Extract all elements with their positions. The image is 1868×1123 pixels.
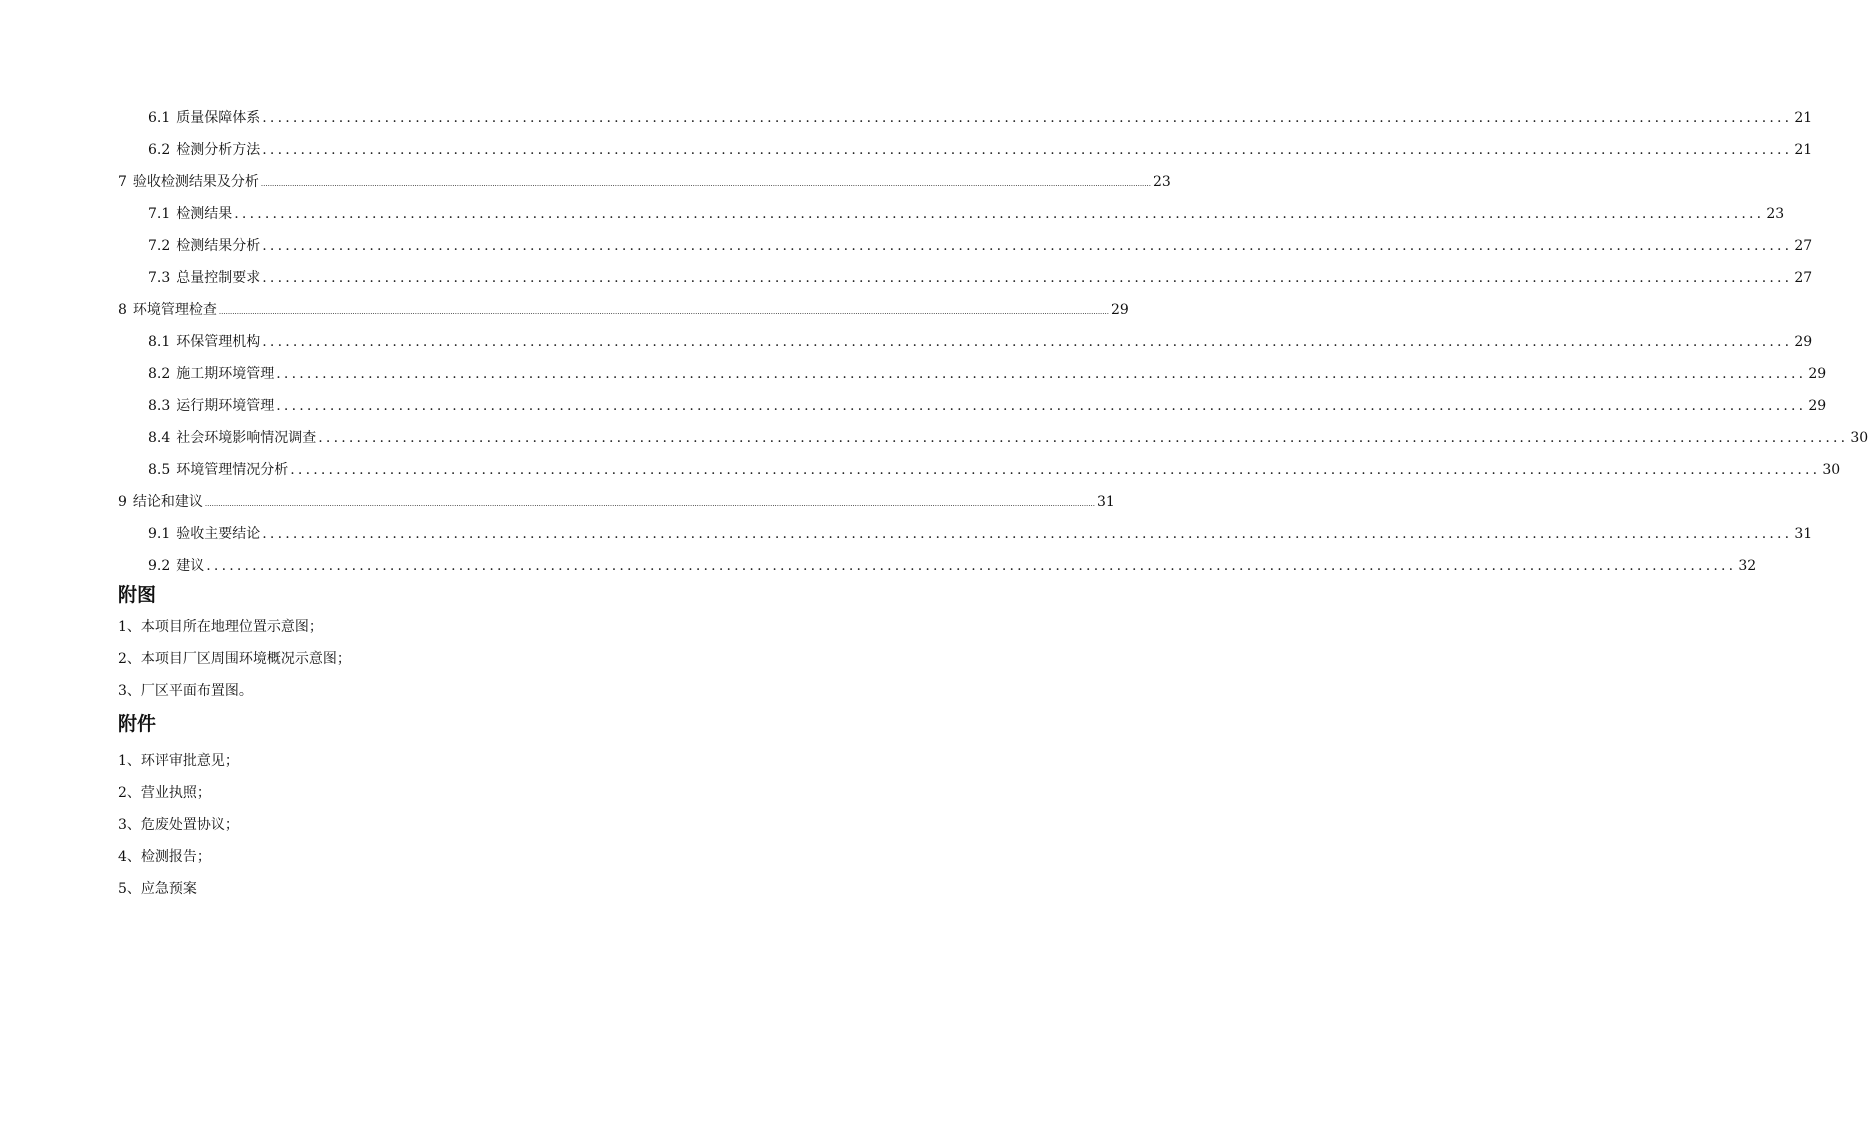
toc-leader-dots: ........................................................................................................................................................................................................ bbox=[290, 462, 1821, 478]
toc-leader-dots: ................................................................................................................................................................................................................................................................................................................................................................................................................ bbox=[218, 308, 1109, 316]
attachment-item-5: 5、应急预案 bbox=[118, 881, 197, 897]
toc-entry-number: 7.2 bbox=[148, 238, 171, 254]
toc-entry-title: 社会环境影响情况调查 bbox=[176, 430, 317, 446]
toc-leader-dots: ........................................................................................................................................................................................................ bbox=[262, 238, 1793, 254]
toc-entry-title: 环境管理检查 bbox=[132, 302, 217, 318]
toc-entry-page: 27 bbox=[1794, 238, 1813, 254]
toc-entry-number: 9.1 bbox=[148, 526, 171, 542]
toc-entry[interactable] bbox=[0, 263, 1813, 287]
toc-entry-title: 结论和建议 bbox=[132, 494, 203, 510]
toc-entry-title: 环保管理机构 bbox=[176, 334, 261, 350]
toc-entry-label bbox=[148, 141, 260, 159]
toc-entry[interactable] bbox=[0, 455, 1841, 479]
figures-heading: 附图 bbox=[118, 584, 157, 606]
toc-entry-page: 31 bbox=[1096, 494, 1115, 510]
toc-entry-number: 6.2 bbox=[148, 142, 171, 158]
toc-leader-dots: ........................................................................................................................................................................................................ bbox=[262, 270, 1793, 286]
toc-entry-title: 环境管理情况分析 bbox=[176, 462, 289, 478]
attachment-item-3: 3、危废处置协议； bbox=[118, 817, 239, 833]
toc-entry[interactable] bbox=[0, 551, 1757, 575]
toc-entry[interactable] bbox=[0, 519, 1813, 543]
figure-item-3: 3、厂区平面布置图。 bbox=[118, 683, 253, 699]
toc-entry[interactable] bbox=[0, 295, 1129, 319]
toc-entry-page: 29 bbox=[1808, 366, 1827, 382]
toc-entry-number: 8 bbox=[118, 302, 127, 318]
toc-entry[interactable] bbox=[0, 135, 1813, 159]
toc-entry-title: 建议 bbox=[176, 558, 205, 574]
toc-leader-dots: ........................................................................................................................................................................................................ bbox=[318, 430, 1849, 446]
toc-entry-page: 29 bbox=[1110, 302, 1129, 318]
toc-leader-dots: ........................................................................................................................................................................................................ bbox=[262, 334, 1793, 350]
toc-entry[interactable] bbox=[0, 103, 1813, 127]
toc-entry-label bbox=[148, 365, 274, 383]
toc-entry-label bbox=[148, 525, 260, 543]
toc-entry[interactable] bbox=[0, 231, 1813, 255]
toc-entry-title: 验收主要结论 bbox=[176, 526, 261, 542]
toc-entry-number: 8.3 bbox=[148, 398, 171, 414]
figure-item-1: 1、本项目所在地理位置示意图； bbox=[118, 619, 323, 635]
toc-entry-number: 8.1 bbox=[148, 334, 171, 350]
toc-entry-page: 27 bbox=[1794, 270, 1813, 286]
toc-entry-page: 21 bbox=[1794, 110, 1813, 126]
toc-entry[interactable] bbox=[0, 327, 1813, 351]
toc-entry[interactable] bbox=[0, 199, 1785, 223]
toc-entry-label bbox=[148, 333, 260, 351]
toc-entry-label bbox=[148, 429, 316, 447]
toc-leader-dots: ................................................................................................................................................................................................................................................................................................................................................................................................................ bbox=[260, 180, 1151, 188]
attachments-heading: 附件 bbox=[118, 713, 157, 735]
toc-entry-page: 31 bbox=[1794, 526, 1813, 542]
toc-entry-label bbox=[118, 493, 203, 511]
attachment-item-1: 1、环评审批意见； bbox=[118, 753, 239, 769]
toc-entry-title: 检测结果 bbox=[176, 206, 233, 222]
toc-leader-dots: ................................................................................................................................................................................................................................................................................................................................................................................................................ bbox=[204, 500, 1095, 508]
toc-entry-label bbox=[118, 301, 217, 319]
toc-entry-number: 9 bbox=[118, 494, 127, 510]
toc-entry-label bbox=[148, 557, 204, 575]
toc-entry-page: 21 bbox=[1794, 142, 1813, 158]
toc-entry-page: 30 bbox=[1822, 462, 1841, 478]
toc-leader-dots: ........................................................................................................................................................................................................ bbox=[262, 142, 1793, 158]
toc-entry[interactable] bbox=[0, 359, 1827, 383]
toc-entry-title: 检测分析方法 bbox=[176, 142, 261, 158]
attachment-item-2: 2、营业执照； bbox=[118, 785, 211, 801]
toc-leader-dots: ........................................................................................................................................................................................................ bbox=[262, 110, 1793, 126]
toc-entry-label bbox=[118, 173, 259, 191]
toc-entry-number: 7 bbox=[118, 174, 127, 190]
toc-leader-dots: ........................................................................................................................................................................................................ bbox=[276, 398, 1807, 414]
toc-entry-number: 8.4 bbox=[148, 430, 171, 446]
toc-entry-number: 6.1 bbox=[148, 110, 171, 126]
figure-item-2: 2、本项目厂区周围环境概况示意图； bbox=[118, 651, 351, 667]
toc-entry-number: 9.2 bbox=[148, 558, 171, 574]
toc-entry-page: 29 bbox=[1808, 398, 1827, 414]
attachment-item-4: 4、检测报告； bbox=[118, 849, 211, 865]
toc-entry-title: 验收检测结果及分析 bbox=[132, 174, 259, 190]
toc-entry-label bbox=[148, 269, 260, 287]
toc-entry-label bbox=[148, 205, 232, 223]
toc-entry-label bbox=[148, 109, 260, 127]
toc-entry[interactable] bbox=[0, 487, 1115, 511]
toc-entry-page: 32 bbox=[1738, 558, 1757, 574]
toc-entry-page: 30 bbox=[1850, 430, 1868, 446]
toc-entry-label bbox=[148, 237, 260, 255]
toc-leader-dots: ........................................................................................................................................................................................................ bbox=[234, 206, 1765, 222]
toc-entry-label bbox=[148, 461, 288, 479]
toc-entry-number: 7.3 bbox=[148, 270, 171, 286]
toc-entry-title: 质量保障体系 bbox=[176, 110, 261, 126]
toc-entry[interactable] bbox=[0, 423, 1868, 447]
toc-entry-number: 8.5 bbox=[148, 462, 171, 478]
toc-entry-page: 23 bbox=[1766, 206, 1785, 222]
toc-entry-title: 总量控制要求 bbox=[176, 270, 261, 286]
toc-entry-title: 施工期环境管理 bbox=[176, 366, 275, 382]
toc-entry-title: 检测结果分析 bbox=[176, 238, 261, 254]
toc-entry-title: 运行期环境管理 bbox=[176, 398, 275, 414]
toc-entry-page: 29 bbox=[1794, 334, 1813, 350]
toc-leader-dots: ........................................................................................................................................................................................................ bbox=[262, 526, 1793, 542]
toc-entry[interactable] bbox=[0, 391, 1827, 415]
toc-entry-number: 8.2 bbox=[148, 366, 171, 382]
toc-entry-number: 7.1 bbox=[148, 206, 171, 222]
toc-entry-page: 23 bbox=[1152, 174, 1171, 190]
toc-entry[interactable] bbox=[0, 167, 1171, 191]
toc-leader-dots: ........................................................................................................................................................................................................ bbox=[276, 366, 1807, 382]
toc-entry-label bbox=[148, 397, 274, 415]
toc-leader-dots: ........................................................................................................................................................................................................ bbox=[206, 558, 1737, 574]
